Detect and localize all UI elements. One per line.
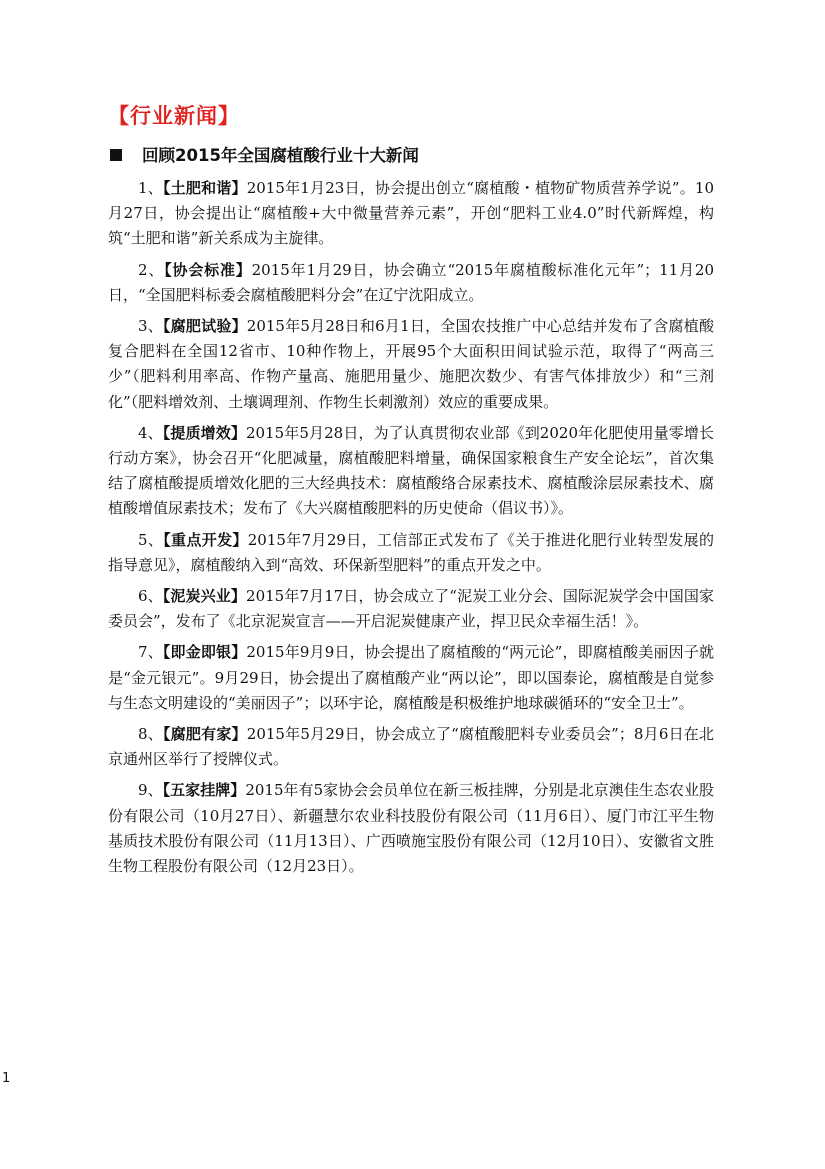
headline [110,142,419,166]
item-tag: 【协会标准】 [164,260,252,279]
item-tag: 【腐肥有家】 [162,725,247,744]
item-text: 2015年9月9日，协会提出了腐植酸的“两元论”，即腐植酸美丽因子就是“金元银元”。9月29日，协会提出了腐植酸产业“两以论”，即以国泰论，腐植酸是自觉参与生态文明建设的“美丽因子”；以环宇论，腐植酸是积极维护地球碳循环的“安全卫士”。 [108,643,714,712]
item-text: 2015年5月29日，协会成立了“腐植酸肥料专业委员会”；8月6日在北京通州区举行了授牌仪式。 [108,725,715,769]
item-tag: 【重点开发】 [163,530,248,549]
news-list [108,176,714,885]
item-tag: 【土肥和谐】 [162,179,247,197]
news-item-9 [108,778,714,879]
item-number: 3、 [138,317,163,336]
item-text: 2015年5月28日和6月1日，全国农技推广中心总结并发布了含腐植酸复合肥料在全国12省市、10种作物上，开展95个大面积田间试验示范，取得了“两高三少”（肥料利用率高、作物产量高、施肥用量少、施肥次数少、有害气体排放少）和“三剂化”（肥料增效剂、土壤调理剂、作物生长刺激剂）效应的重要成果。 [108,317,714,411]
item-number: 5、 [138,530,164,549]
square-bullet-icon [110,149,122,161]
item-text: 2015年7月29日，工信部正式发布了《关于推进化肥行业转型发展的指导意见》，腐植酸纳入到“高效、环保新型肥料”的重点开发之中。 [108,530,714,574]
item-tag: 【提质增效】 [162,423,246,442]
headline-text: 回顾2015年全国腐植酸行业十大新闻 [142,146,419,165]
item-text: 2015年7月17日，协会成立了“泥炭工业分会、国际泥炭学会中国国家委员会”，发布了《北京泥炭宣言——开启泥炭健康产业，捍卫民众幸福生活！》。 [108,587,714,631]
item-number: 8、 [138,725,163,744]
item-number: 9、 [138,781,163,800]
item-tag: 【腐肥试验】 [162,317,247,336]
item-text: 2015年1月23日，协会提出创立“腐植酸・植物矿物质营养学说”。10月27日，协会提出让“腐植酸+大中微量营养元素”，开创“肥料工业4.0”时代新辉煌，构筑“土肥和谐”新关系成为主旋律。 [108,179,714,248]
item-tag: 【泥炭兴业】 [162,587,247,606]
item-text: 2015年有5家协会会员单位在新三板挂牌，分别是北京澳佳生态农业股份有限公司（10月27日）、新疆慧尔农业科技股份有限公司（11月6日）、厦门市江平生物基质技术股份有限公司（11月13日）、广西喷施宝股份有限公司（12月10日）、安徽省文胜生物工程股份有限公司（12月23日）。 [108,781,714,876]
item-tag: 【即金即银】 [162,643,247,662]
item-number: 7、 [138,643,163,662]
item-number: 2、 [138,260,165,279]
news-item-8 [108,722,714,772]
item-tag: 【五家挂牌】 [162,781,246,800]
page-number: 1 [2,1071,11,1086]
news-item-2 [108,258,714,308]
item-text: 2015年5月28日，为了认真贯彻农业部《到2020年化肥使用量零增长行动方案》，协会召开“化肥减量，腐植酸肥料增量，确保国家粮食生产安全论坛”，首次集结了腐植酸提质增效化肥的三大经典技术：腐植酸络合尿素技术、腐植酸涂层尿素技术、腐植酸增值尿素技术；发布了《大兴腐植酸肥料的历史使命（倡议书）》。 [108,423,714,518]
item-number: 6、 [138,587,163,606]
item-text: 2015年1月29日，协会确立“2015年腐植酸标准化元年”；11月20日，“全国肥料标委会腐植酸肥料分会”在辽宁沈阳成立。 [108,260,714,304]
news-item-6 [108,584,714,634]
item-number: 4、 [138,423,163,442]
item-number: 1、 [138,179,163,197]
news-item-7 [108,640,714,716]
section-title: 【行业新闻】 [108,104,240,128]
news-item-1 [108,176,714,252]
news-item-4 [108,421,714,522]
news-item-3 [108,314,714,415]
news-item-5 [108,528,714,578]
